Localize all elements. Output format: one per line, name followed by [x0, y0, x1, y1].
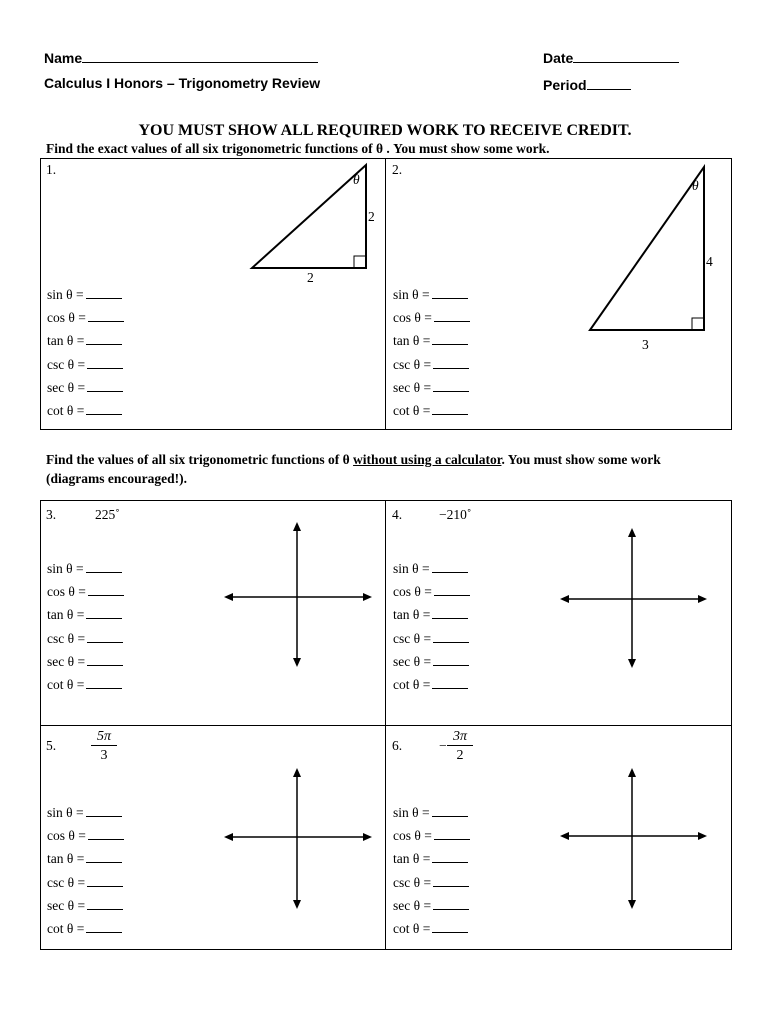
function-list: [393, 283, 470, 422]
sin-row: sin θ =: [393, 557, 470, 580]
banner: YOU MUST SHOW ALL REQUIRED WORK TO RECEIVE CREDIT.: [138, 122, 632, 139]
tan-row: tan θ =: [393, 847, 470, 870]
problem-5: [41, 726, 385, 949]
name-line: [44, 48, 318, 66]
sin-row: sin θ =: [393, 801, 470, 824]
angle-denominator: 3: [100, 748, 108, 763]
answer-blank[interactable]: [86, 921, 122, 933]
answer-blank[interactable]: [432, 851, 468, 863]
sec-row: sec θ =: [393, 650, 470, 673]
horizontal-side-label: 3: [642, 337, 649, 352]
angle-label: 225˚: [95, 507, 120, 522]
answer-blank[interactable]: [432, 805, 468, 817]
problem-number: 5.: [46, 738, 57, 753]
horizontal-side-label: 2: [307, 270, 314, 285]
answer-blank[interactable]: [433, 898, 469, 910]
answer-blank[interactable]: [87, 357, 123, 369]
answer-blank[interactable]: [434, 828, 470, 840]
answer-blank[interactable]: [88, 828, 124, 840]
date-line: [543, 48, 679, 66]
sin-row: sin θ =: [47, 801, 124, 824]
cot-row: cot θ =: [393, 917, 470, 940]
section1-box: [40, 158, 732, 430]
answer-blank[interactable]: [87, 631, 123, 643]
answer-blank[interactable]: [433, 875, 469, 887]
answer-blank[interactable]: [88, 310, 124, 322]
name-label: Name: [44, 50, 83, 66]
problem-2: [386, 159, 732, 429]
answer-blank[interactable]: [432, 607, 468, 619]
answer-blank[interactable]: [432, 561, 468, 573]
problem-1: [41, 159, 385, 429]
answer-blank[interactable]: [434, 310, 470, 322]
angle-numerator: 5π: [91, 728, 117, 746]
function-list: [393, 557, 470, 696]
answer-blank[interactable]: [86, 805, 122, 817]
theta-label: θ: [353, 172, 360, 187]
answer-blank[interactable]: [86, 333, 122, 345]
answer-blank[interactable]: [432, 921, 468, 933]
answer-blank[interactable]: [87, 380, 123, 392]
problem-number: 1.: [46, 162, 57, 177]
function-list: [47, 557, 124, 696]
answer-blank[interactable]: [86, 677, 122, 689]
sec-row: sec θ =: [47, 894, 124, 917]
cot-row: cot θ =: [47, 917, 124, 940]
angle-sign: −: [439, 738, 447, 753]
cot-row: cot θ =: [393, 673, 470, 696]
function-list: [47, 801, 124, 940]
instruction-text: Find the values of all six trigonometric functions of θ: [46, 452, 354, 467]
cos-row: cos θ =: [47, 580, 124, 603]
answer-blank[interactable]: [87, 654, 123, 666]
answer-blank[interactable]: [433, 357, 469, 369]
cos-row: cos θ =: [393, 824, 470, 847]
name-field[interactable]: [82, 48, 318, 63]
theta-label: θ: [692, 178, 699, 193]
problem-number: 3.: [46, 507, 57, 522]
answer-blank[interactable]: [86, 403, 122, 415]
sec-row: sec θ =: [393, 894, 470, 917]
angle-label: −210˚: [439, 507, 472, 522]
section2-instruction: [46, 450, 718, 488]
cot-row: cot θ =: [47, 399, 124, 422]
problem-number: 6.: [392, 738, 403, 753]
sin-row: sin θ =: [47, 283, 124, 306]
answer-blank[interactable]: [88, 584, 124, 596]
problem-3: [41, 501, 385, 725]
cos-row: cos θ =: [393, 580, 470, 603]
answer-blank[interactable]: [433, 631, 469, 643]
problem-number: 4.: [392, 507, 403, 522]
answer-blank[interactable]: [86, 851, 122, 863]
cot-row: cot θ =: [47, 673, 124, 696]
function-list: [393, 801, 470, 940]
answer-blank[interactable]: [433, 654, 469, 666]
sec-row: sec θ =: [47, 376, 124, 399]
sec-row: sec θ =: [47, 650, 124, 673]
answer-blank[interactable]: [432, 403, 468, 415]
answer-blank[interactable]: [432, 677, 468, 689]
answer-blank[interactable]: [87, 875, 123, 887]
course-title: Calculus I Honors – Trigonometry Review: [44, 75, 321, 91]
period-label: Period: [543, 77, 587, 93]
instruction-emphasis: without using a calculator: [353, 452, 502, 467]
answer-blank[interactable]: [87, 898, 123, 910]
vertical-side-label: 4: [706, 254, 713, 269]
problem-6: [386, 726, 732, 949]
cos-row: cos θ =: [47, 306, 124, 329]
problem-4: [386, 501, 732, 725]
angle-numerator: 3π: [447, 728, 473, 746]
answer-blank[interactable]: [432, 287, 468, 299]
csc-row: csc θ =: [47, 353, 124, 376]
section1-instruction: Find the exact values of all six trigonometric functions of θ . You must show some work.: [46, 141, 550, 156]
problem-number: 2.: [392, 162, 403, 177]
tan-row: tan θ =: [47, 847, 124, 870]
csc-row: csc θ =: [393, 353, 470, 376]
section2-box: [40, 500, 732, 950]
period-field[interactable]: [587, 75, 631, 90]
cos-row: cos θ =: [47, 824, 124, 847]
answer-blank[interactable]: [86, 561, 122, 573]
date-field[interactable]: [573, 48, 679, 63]
date-label: Date: [543, 50, 574, 66]
answer-blank[interactable]: [86, 607, 122, 619]
sec-row: sec θ =: [393, 376, 470, 399]
vertical-side-label: 2: [368, 209, 375, 224]
sin-row: sin θ =: [47, 557, 124, 580]
angle-denominator: 2: [456, 748, 464, 763]
answer-blank[interactable]: [434, 584, 470, 596]
csc-row: csc θ =: [393, 627, 470, 650]
tan-row: tan θ =: [393, 603, 470, 626]
tan-row: tan θ =: [47, 603, 124, 626]
csc-row: csc θ =: [47, 627, 124, 650]
answer-blank[interactable]: [86, 287, 122, 299]
tan-row: tan θ =: [47, 329, 124, 352]
csc-row: csc θ =: [393, 871, 470, 894]
period-line: [543, 75, 631, 93]
cos-row: cos θ =: [393, 306, 470, 329]
answer-blank[interactable]: [433, 380, 469, 392]
sin-row: sin θ =: [393, 283, 470, 306]
cot-row: cot θ =: [393, 399, 470, 422]
tan-row: tan θ =: [393, 329, 470, 352]
function-list: [47, 283, 124, 422]
csc-row: csc θ =: [47, 871, 124, 894]
instruction-text-end: . You must show some work (diagrams encouraged!).: [46, 452, 661, 486]
answer-blank[interactable]: [432, 333, 468, 345]
